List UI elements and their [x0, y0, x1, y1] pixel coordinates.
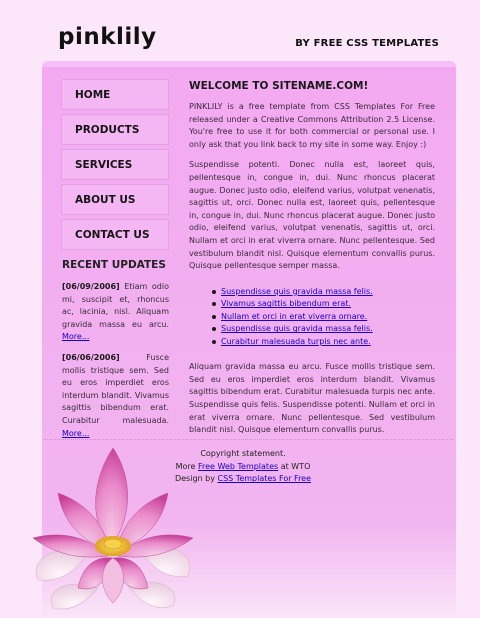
- list-item: [221, 311, 435, 324]
- lotus-flower-icon: [18, 438, 208, 618]
- news-text: Fusce mollis tristique sem. Sed eu eros imperdiet eros interdum blandit. Vivamus sagittis bibendum erat. Curabitur malesuada.: [62, 353, 169, 425]
- nav-item-home[interactable]: HOME: [61, 79, 169, 110]
- list-item: [221, 298, 435, 311]
- site-header: [0, 0, 480, 62]
- list-item: [221, 336, 435, 349]
- copyright-text: Copyright statement.: [200, 449, 286, 458]
- list-link[interactable]: Nullam et orci in erat viverra ornare.: [221, 311, 368, 321]
- more-suffix: at WTO: [278, 461, 311, 471]
- nav-item-about-us[interactable]: ABOUT US: [61, 184, 169, 215]
- recent-updates-title: RECENT UPDATES: [62, 259, 166, 271]
- content-panel-top: [42, 61, 456, 67]
- news-item: [62, 352, 169, 440]
- news-date: [06/06/2006]: [62, 353, 120, 362]
- news-more-link[interactable]: More...: [62, 332, 90, 342]
- nav-item-services[interactable]: SERVICES: [61, 149, 169, 180]
- body-paragraph: Suspendisse potenti. Donec nulla est, laoreet quis, pellentesque in, congue in, dui. Nunc rhoncus placerat augue. Donec justo odio, eleifend varius, volutpat venenatis, sagittis ut, orci. Donec nulla est, laoreet quis, pellentesque in, congue in, dui. Nunc rhoncus placerat augue. Donec justo odio, eleifend varius, volutpat venenatis, sagittis ut, orci. Nullam et orci in erat viverra ornare. Nunc pellentesque. Sed vestibulum blandit nisl. Quisque elementum convallis purus. Quisque pellentesque semper massa.: [189, 160, 435, 271]
- list-link[interactable]: Suspendisse quis gravida massa felis.: [221, 286, 373, 296]
- main-nav: [61, 79, 169, 254]
- nav-item-products[interactable]: PRODUCTS: [61, 114, 169, 145]
- news-date: [06/09/2006]: [62, 282, 120, 291]
- intro-paragraph: PINKLILY is a free template from CSS Templates For Free released under a Creative Commons Attribution 2.5 License. You're free to use it for both commercial or personal use. I only ask that you link back to my site in some way. Enjoy :): [189, 102, 435, 149]
- main-content: [189, 80, 435, 445]
- site-logo[interactable]: pinklily: [58, 24, 157, 50]
- list-item: [221, 323, 435, 336]
- free-web-templates-link[interactable]: Free Web Templates: [197, 461, 279, 471]
- news-item: [62, 281, 169, 344]
- css-templates-link[interactable]: CSS Templates For Free: [217, 474, 312, 484]
- more-prefix: More: [175, 461, 198, 471]
- list-item: [221, 286, 435, 299]
- news-more-link[interactable]: More...: [62, 428, 90, 438]
- list-link[interactable]: Suspendisse quis gravida massa felis.: [221, 324, 373, 334]
- nav-item-contact-us[interactable]: CONTACT US: [61, 219, 169, 250]
- link-list: [189, 286, 435, 349]
- page-title: WELCOME TO SITENAME.COM!: [189, 80, 369, 92]
- design-prefix: Design by: [174, 474, 218, 484]
- site-byline: BY FREE CSS TEMPLATES: [295, 38, 439, 49]
- list-link[interactable]: Curabitur malesuada turpis nec ante.: [221, 336, 371, 346]
- closing-paragraph: Aliquam gravida massa eu arcu. Fusce mollis tristique sem. Sed eu eros imperdiet eros interdum blandit. Vivamus sagittis bibendum erat. Curabitur malesuada turpis nec ante. Suspendisse quis felis. Suspendisse potenti. Nullam et orci in erat viverra ornare. Nunc pellentesque. Sed vestibulum blandit nisl. Quisque elementum convallis purus.: [189, 362, 435, 435]
- list-link[interactable]: Vivamus sagittis bibendum erat.: [221, 299, 351, 309]
- news-text: Etiam odio mi, suscipit et, rhoncus ac, lacinia, nisl. Aliquam gravida massa eu arcu.: [62, 282, 169, 329]
